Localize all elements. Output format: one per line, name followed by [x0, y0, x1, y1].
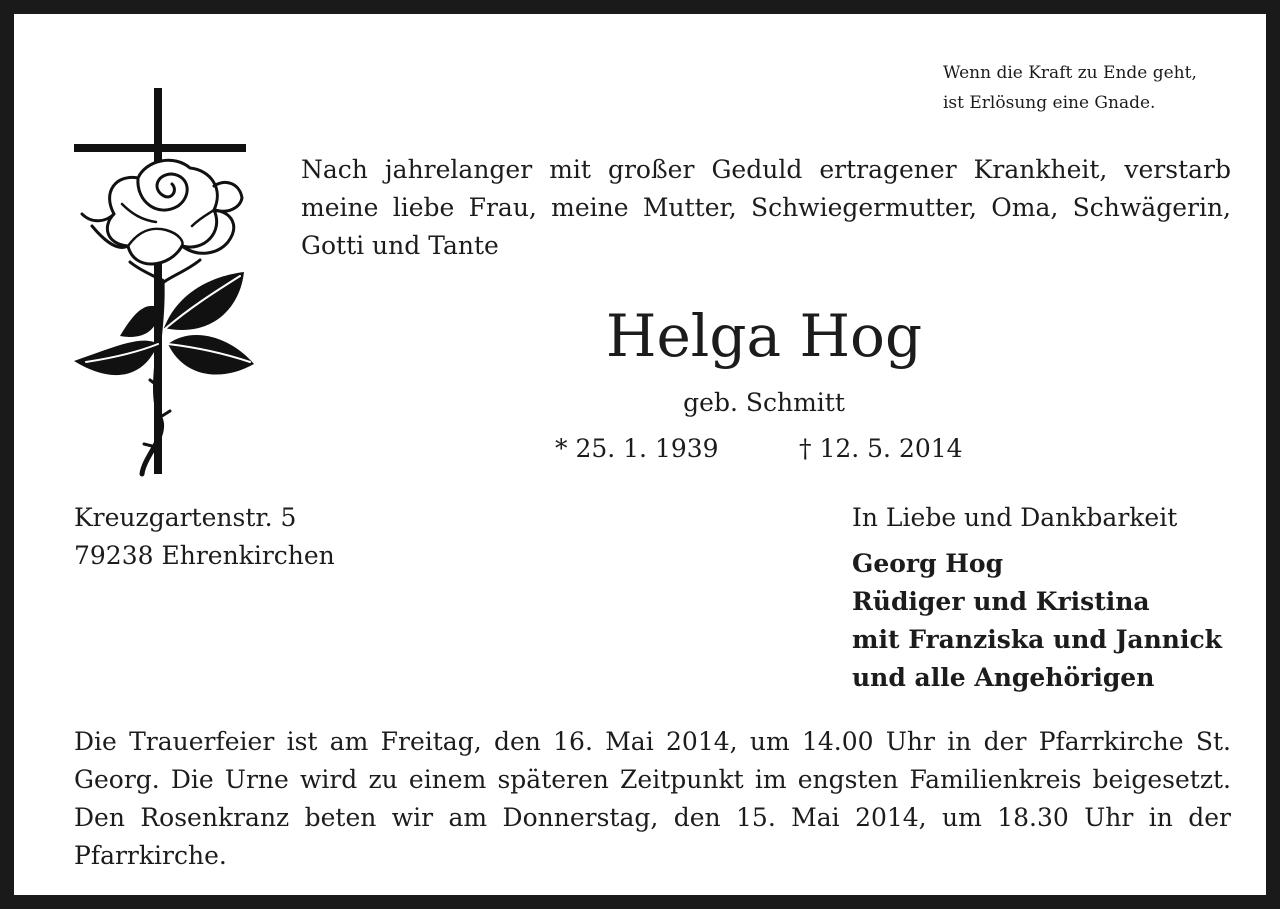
birth-name: geb. Schmitt — [683, 388, 845, 417]
mourner-name: Georg Hog — [852, 549, 1004, 578]
address-street: Kreuzgartenstr. 5 — [74, 503, 297, 532]
funeral-notice: Die Trauerfeier ist am Freitag, den 16. Mai 2014, um 14.00 Uhr in der Pfarrkirche St. Georg. Die Urne wird zu einem späteren Zeitpunkt im engsten Familienkreis beigesetzt. Den Rosenkranz beten wir am Donnerstag, den 15. Mai 2014, um 18.30 Uhr in der Pfarrkirche. — [74, 727, 1231, 870]
intro-paragraph: Nach jahrelanger mit großer Geduld ertragener Krankheit, verstarb meine liebe Frau, meine Mutter, Schwiegermutter, Oma, Schwägerin, Gotti und Tante — [301, 155, 1231, 260]
address-city: 79238 Ehrenkirchen — [74, 541, 335, 570]
motto-line: Wenn die Kraft zu Ende geht, — [943, 63, 1197, 83]
mourners-list — [852, 545, 1222, 697]
motto-quote — [943, 58, 1197, 118]
death-date: † 12. 5. 2014 — [799, 434, 963, 463]
mourner-name: mit Franziska und Jannick — [852, 625, 1223, 654]
address-block — [74, 499, 335, 575]
deceased-name: Helga Hog — [605, 302, 923, 370]
birth-date: * 25. 1. 1939 — [555, 434, 719, 463]
mourner-name: und alle Angehörigen — [852, 663, 1155, 692]
motto-line: ist Erlösung eine Gnade. — [943, 93, 1156, 113]
mourners-heading: In Liebe und Dankbarkeit — [852, 503, 1178, 532]
mourner-name: Rüdiger und Kristina — [852, 587, 1150, 616]
